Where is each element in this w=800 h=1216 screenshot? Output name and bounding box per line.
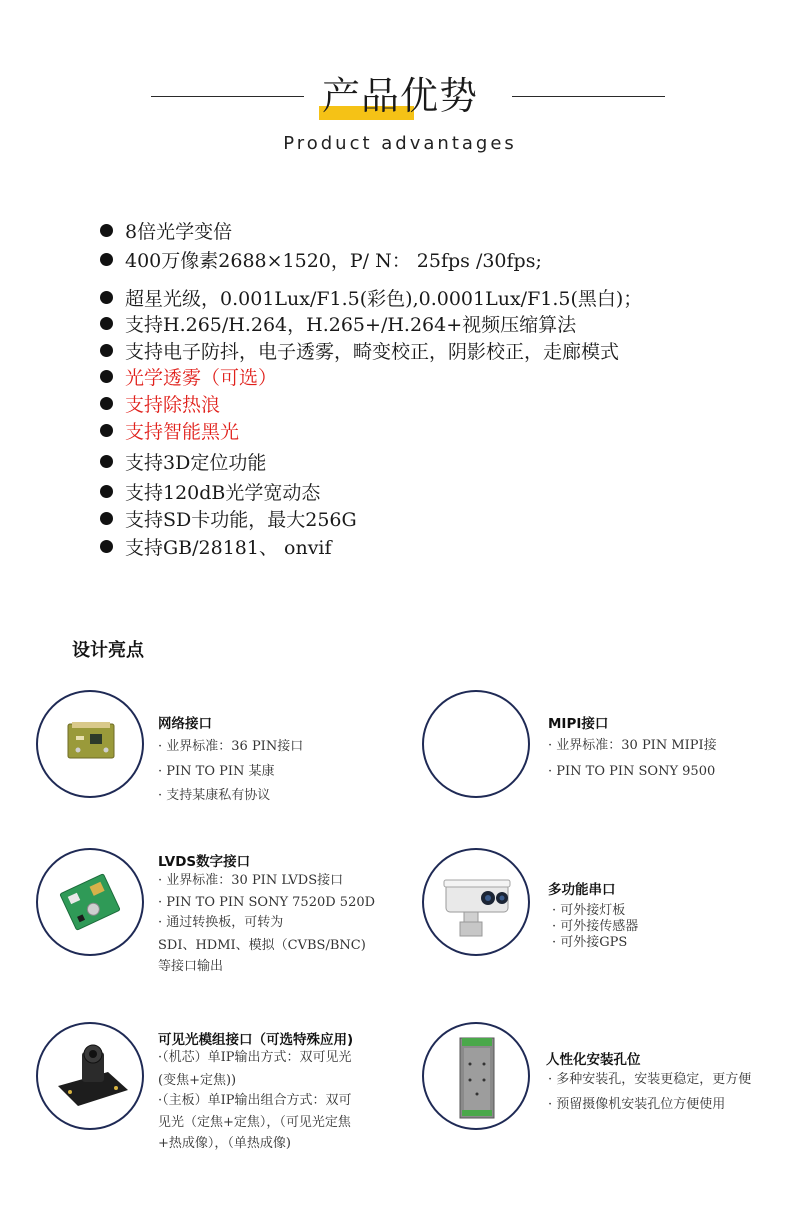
card-line: · 业界标准：36 PIN接口 <box>158 739 304 754</box>
network-board-image <box>36 690 144 798</box>
bullet-icon <box>100 370 113 383</box>
card-line: 等接口输出 <box>158 959 224 974</box>
card-title: LVDS数字接口 <box>158 854 251 870</box>
card-line: ·（主板）单IP输出组合方式：双可 <box>158 1093 352 1108</box>
bullet-icon <box>100 224 113 237</box>
card-line: +热成像），（单热成像) <box>158 1136 291 1151</box>
page-title: 产品优势 <box>321 74 478 118</box>
feature-item-highlight: 支持智能黑光 <box>100 420 239 444</box>
bullet-icon <box>100 540 113 553</box>
card-line: · PIN TO PIN SONY 7520D 520D <box>158 895 376 910</box>
card-title: 可见光模组接口（可选特殊应用) <box>158 1032 354 1048</box>
card-line: · 通过转换板，可转为 <box>158 915 284 930</box>
card-line: 见光（定焦+定焦），（可见光定焦 <box>158 1115 351 1130</box>
bullet-icon <box>100 424 113 437</box>
card-title: 多功能串口 <box>548 882 616 898</box>
feature-item-highlight: 支持除热浪 <box>100 393 220 417</box>
camera-module-image <box>36 1022 144 1130</box>
card-line: · PIN TO PIN 某康 <box>158 764 275 779</box>
card-line: SDI、HDMI、模拟（CVBS/BNC) <box>158 938 366 953</box>
feature-item: 8倍光学变倍 <box>100 220 232 244</box>
feature-item: 支持H.265/H.264，H.265+/H.264+视频压缩算法 <box>100 313 576 337</box>
card-line: (变焦+定焦)) <box>158 1073 237 1088</box>
feature-item: 支持SD卡功能，最大256G <box>100 508 357 532</box>
bullet-icon <box>100 485 113 498</box>
bullet-icon <box>100 253 113 266</box>
feature-item: 支持GB/28181、 onvif <box>100 536 332 560</box>
card-title: 人性化安装孔位 <box>546 1052 641 1068</box>
bullet-icon <box>100 317 113 330</box>
header-rule-right <box>512 96 665 97</box>
card-line: · 预留摄像机安装孔位方便使用 <box>548 1097 726 1112</box>
feature-item: 支持120dB光学宽动态 <box>100 481 320 505</box>
card-title: MIPI接口 <box>548 716 609 732</box>
bullet-icon <box>100 512 113 525</box>
feature-item: 支持电子防抖，电子透雾，畸变校正，阴影校正，走廊模式 <box>100 340 619 364</box>
bullet-icon <box>100 344 113 357</box>
bullet-icon <box>100 455 113 468</box>
camera-housing-image <box>422 848 530 956</box>
bullet-icon <box>100 397 113 410</box>
page-subtitle: Product advantages <box>283 133 517 154</box>
section-title: 设计亮点 <box>72 640 144 661</box>
card-line: · 业界标准：30 PIN MIPI接 <box>548 738 717 753</box>
card-title: 网络接口 <box>158 716 212 732</box>
feature-item-highlight: 光学透雾（可选） <box>100 366 277 390</box>
card-line: · PIN TO PIN SONY 9500 <box>548 764 716 779</box>
bullet-icon <box>100 291 113 304</box>
card-line: · 可外接GPS <box>552 935 628 950</box>
card-line: ·（机芯）单IP输出方式：双可见光 <box>158 1050 352 1065</box>
lvds-board-image <box>36 848 144 956</box>
card-line: · 支持某康私有协议 <box>158 788 271 803</box>
card-line: · 可外接灯板 <box>552 903 626 918</box>
card-line: · 可外接传感器 <box>552 919 639 934</box>
feature-item: 超星光级，0.001Lux/F1.5(彩色),0.0001Lux/F1.5(黑白)； <box>100 287 642 311</box>
mipi-image <box>422 690 530 798</box>
feature-item: 支持3D定位功能 <box>100 451 266 475</box>
card-line: · 业界标准：30 PIN LVDS接口 <box>158 873 344 888</box>
header-rule-left <box>151 96 304 97</box>
feature-item: 400万像素2688×1520，P/ N： 25fps /30fps; <box>100 249 542 273</box>
mounting-plate-image <box>422 1022 530 1130</box>
card-line: · 多种安装孔，安装更稳定，更方便 <box>548 1072 752 1087</box>
